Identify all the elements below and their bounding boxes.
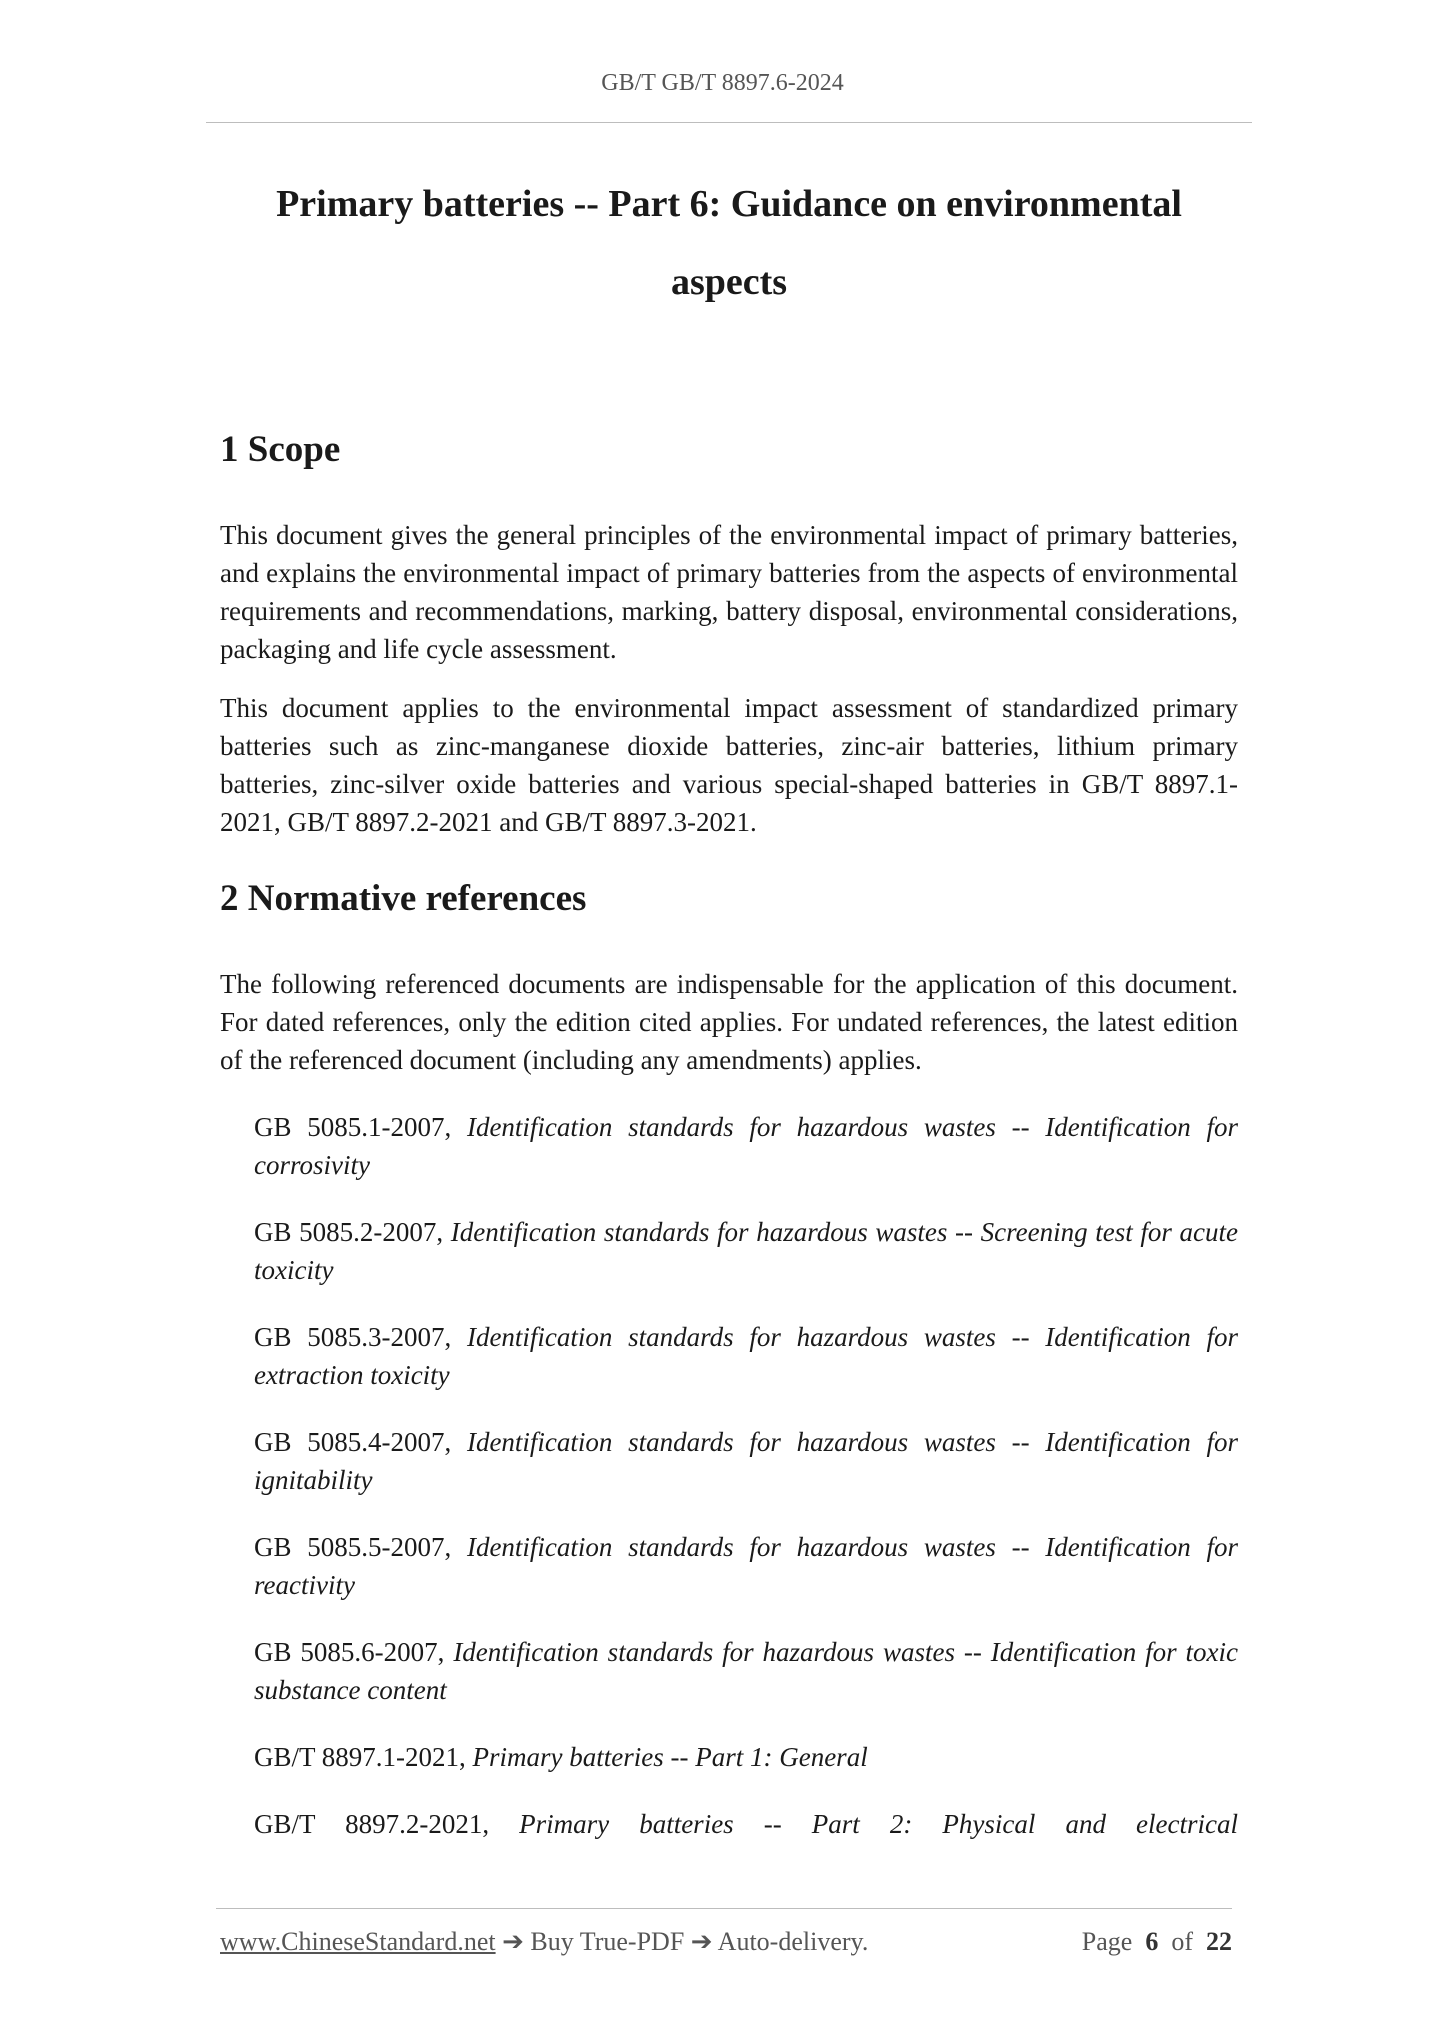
reference-title: Primary batteries -- Part 1: General [472,1742,868,1772]
page-header: GB/T GB/T 8897.6-2024 [601,70,844,96]
arrow-right-icon: ➔ [502,1927,524,1956]
reference-code: GB/T 8897.1-2021, [254,1742,473,1772]
reference-title: Identification standards for hazardous wastes -- Screening test for acute toxicity [254,1217,1238,1285]
document-title [206,165,1252,321]
reference-code: GB 5085.5-2007, [254,1532,467,1562]
reference-code: GB 5085.6-2007, [254,1637,454,1667]
footer-divider [216,1908,1232,1909]
document-title-line-1: Primary batteries -- Part 6: Guidance on environmental [276,183,1182,225]
footer-promo [220,1927,868,1957]
reference-code: GB/T 8897.2-2021, [254,1809,520,1839]
header-divider [206,122,1252,123]
document-body [220,425,1238,1843]
reference-title: Primary batteries -- Part 2: Physical and electrical [519,1809,1238,1839]
reference-title: Identification standards for hazardous wastes -- Identification for corrosivity [254,1112,1238,1180]
reference-item [220,1318,1238,1394]
reference-title: Identification standards for hazardous wastes -- Identification for extraction toxicity [254,1322,1238,1390]
reference-title: Identification standards for hazardous wastes -- Identification for ignitability [254,1427,1238,1495]
reference-code: GB 5085.4-2007, [254,1427,467,1457]
reference-title: Identification standards for hazardous wastes -- Identification for toxic substance content [254,1637,1238,1705]
reference-item [220,1108,1238,1184]
reference-item [220,1633,1238,1709]
site-link[interactable]: www.ChineseStandard.net [220,1927,496,1956]
document-title-line-2: aspects [670,261,788,303]
reference-item [220,1528,1238,1604]
section-2-heading: 2 Normative references [220,878,587,919]
page-total: 22 [1206,1927,1232,1956]
reference-item [220,1213,1238,1289]
reference-title: Identification standards for hazardous wastes -- Identification for reactivity [254,1532,1238,1600]
page-label: Page [1081,1927,1133,1956]
reference-item [220,1738,1238,1776]
buy-pdf-text: Buy True-PDF [530,1927,685,1956]
arrow-right-icon: ➔ [690,1927,713,1956]
reference-code: GB 5085.3-2007, [254,1322,467,1352]
normative-references-intro: The following referenced documents are indispensable for the application of this document. For dated references, only the edition cited applies. For undated references, the latest edition of the referenced document (including any amendments) applies. [220,969,1238,1075]
reference-item [220,1423,1238,1499]
page-of: of [1171,1927,1193,1956]
scope-paragraph-2: This document applies to the environmental impact assessment of standardized primary batteries such as zinc-manganese dioxide batteries, zinc-air batteries, lithium primary batteries, zinc-silver oxide batteries and various special-shaped batteries in GB/T 8897.1-2021, GB/T 8897.2-2021 and GB/T 8897.3-2021. [220,693,1238,837]
reference-code: GB 5085.1-2007, [254,1112,467,1142]
scope-paragraph-1: This document gives the general principles of the environmental impact of primary batteries, and explains the environmental impact of primary batteries from the aspects of environmental requirements and recommendations, marking, battery disposal, environmental considerations, packaging and life cycle assessment. [220,520,1238,664]
auto-delivery-text: Auto-delivery. [717,1927,869,1956]
reference-code: GB 5085.2-2007, [254,1217,451,1247]
page-current: 6 [1145,1927,1159,1956]
page-number [1082,1927,1232,1957]
section-1-heading: 1 Scope [220,429,341,470]
reference-item [220,1805,1238,1843]
